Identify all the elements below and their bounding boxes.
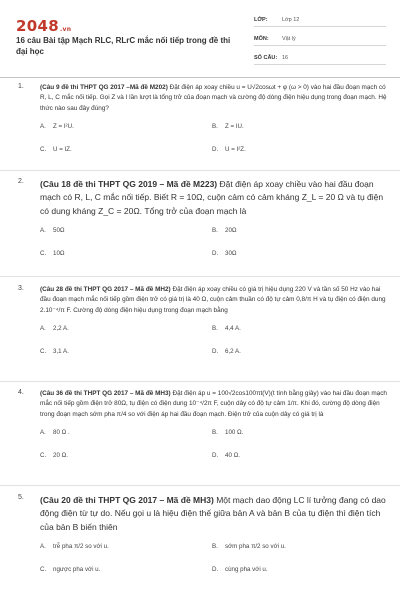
option-label: B.	[212, 324, 218, 332]
logo-suffix: .vn	[59, 26, 72, 33]
question-divider	[0, 485, 400, 486]
option-text: sớm pha π/2 so với u.	[225, 543, 286, 551]
question-source: (Câu 28 đề thi THPT QG 2017 – Mã đề MH2)	[40, 286, 171, 293]
question-divider	[0, 276, 400, 277]
answer-options	[40, 325, 390, 365]
logo-text: 2048	[16, 17, 59, 35]
question-number: 3.	[18, 285, 24, 292]
question-body: Đặt điện áp xoay chiều vào hai đầu đoạn mạch có R, L, C mắc nối tiếp. Biết R = 10Ω, cuộn cảm có cảm kháng Z_L = 20 Ω và tụ điện có dung kháng Z_C = 20Ω. Tổng trở của đoạn mạch là	[40, 179, 384, 216]
option-label: D.	[212, 566, 219, 574]
meta-label: MÔN:	[254, 36, 269, 42]
question-1	[18, 83, 390, 163]
option-text: 10Ω	[53, 250, 65, 258]
meta-value: Lớp 12	[282, 17, 300, 23]
meta-label: SỐ CÂU:	[254, 55, 278, 61]
question-number: 5.	[18, 494, 24, 501]
option-label: A.	[40, 324, 46, 332]
question-source: (Câu 36 đề thi THPT QG 2017 – Mã đề MH3)	[40, 390, 171, 397]
option-label: D.	[212, 145, 219, 153]
option-text: U = I²Z.	[225, 145, 246, 153]
question-body: Đặt điện áp xoay chiều có giá trị hiệu dụng 220 V và tần số 50 Hz vào hai đầu đoạn mạch mắc nối tiếp gồm điện trở có giá trị là 40 Ω, cuộn cảm thuần có độ tự cảm 0,8/π H và tụ điện có điện dung 2.10⁻⁴/π F. Cường độ dòng điện hiệu dụng trong đoạn mạch bằng	[40, 286, 386, 314]
question-source: (Câu 18 đề thi THPT QG 2019 – Mã đề M223)	[40, 179, 218, 189]
answer-options	[40, 543, 390, 583]
option-a[interactable]	[40, 325, 69, 332]
option-label: C.	[40, 250, 47, 258]
option-d[interactable]	[212, 566, 268, 573]
meta-row-count	[254, 50, 386, 65]
option-text: U = IZ.	[53, 145, 72, 153]
option-text: 4,4 A.	[225, 324, 241, 332]
question-body: Một mạch dao động LC lí tưởng đang có dao động điện từ tự do. Nếu gọi u là hiệu điện thế giữa bản A và bản B của tụ điện thì điện tích của bản B biến thiên	[40, 495, 386, 532]
option-text: 3,1 A.	[53, 347, 69, 355]
option-text: cùng pha với u.	[225, 566, 268, 574]
option-text: ngược pha với u.	[53, 566, 101, 574]
option-c[interactable]	[40, 566, 100, 573]
question-number: 2.	[18, 178, 24, 185]
question-text	[40, 389, 390, 420]
question-body: Đặt điện áp xoay chiều u = U√2cosωt + φ (ω > 0) vào hai đầu đoạn mạch có R, L, C mắc nối tiếp. Gọi Z và I lần lượt là tổng trở của đoạn mạch và cường độ dòng điện hiệu dụng trong đoạn mạch. Hệ thức nào sau đây đúng?	[40, 84, 387, 112]
option-text: 50Ω	[53, 227, 65, 235]
option-a[interactable]	[40, 123, 74, 130]
question-source: (Câu 20 đề thi THPT QG 2017 – Mã đề MH3)	[40, 495, 214, 505]
option-text: Z = I²U.	[53, 122, 74, 130]
option-text: Z = IU.	[225, 122, 244, 130]
option-label: D.	[212, 451, 219, 459]
question-text	[40, 178, 390, 218]
option-label: C.	[40, 145, 47, 153]
option-c[interactable]	[40, 452, 68, 459]
option-d[interactable]	[212, 348, 241, 355]
question-number: 1.	[18, 83, 24, 90]
meta-table	[254, 12, 386, 65]
option-label: B.	[212, 543, 218, 551]
option-text: 80 Ω .	[53, 428, 70, 436]
option-text: 100 Ω.	[225, 428, 244, 436]
document-header	[0, 0, 400, 68]
option-label: A.	[40, 543, 46, 551]
option-d[interactable]	[212, 452, 240, 459]
option-b[interactable]	[212, 543, 286, 550]
site-logo[interactable]	[16, 17, 71, 35]
question-body: Đặt điện áp u = 100√2cos100πt(V)(t tính bằng giây) vào hai đầu đoạn mạch mắc nối tiếp gồm điện trở 80Ω, tụ điện có điện dung 10⁻⁴/2π F, cuộn dây có độ tự cảm 1/π. Khi đó, cường độ dòng điện trong đoạn mạch sớm pha π/4 so với điện áp hai đầu đoạn mạch. Điện trở của cuộn dây có giá trị là	[40, 390, 387, 418]
option-label: D.	[212, 250, 219, 258]
option-c[interactable]	[40, 348, 69, 355]
header-divider	[0, 77, 400, 78]
option-text: 40 Ω.	[225, 451, 240, 459]
option-d[interactable]	[212, 250, 237, 257]
question-text	[40, 285, 390, 316]
option-text: trễ pha π/2 so với u.	[53, 543, 109, 551]
option-text: 2,2 A.	[53, 324, 69, 332]
option-a[interactable]	[40, 543, 109, 550]
option-a[interactable]	[40, 429, 70, 436]
option-b[interactable]	[212, 227, 237, 234]
meta-row-grade	[254, 12, 386, 27]
question-divider	[0, 170, 400, 171]
question-2	[18, 178, 390, 267]
option-text: 20Ω	[225, 227, 237, 235]
question-source: (Câu 9 đề thi THPT QG 2017 –Mã đề M202)	[40, 84, 168, 91]
question-4	[18, 389, 390, 469]
option-label: C.	[40, 566, 47, 574]
option-label: C.	[40, 451, 47, 459]
question-number: 4.	[18, 389, 24, 396]
meta-row-subject	[254, 31, 386, 46]
question-text	[40, 83, 390, 114]
option-label: A.	[40, 122, 46, 130]
option-label: B.	[212, 227, 218, 235]
option-label: A.	[40, 428, 46, 436]
meta-value: Vật lý	[282, 36, 296, 42]
question-text	[40, 494, 390, 534]
question-divider	[0, 381, 400, 382]
option-d[interactable]	[212, 146, 246, 153]
option-b[interactable]	[212, 123, 244, 130]
option-label: B.	[212, 428, 218, 436]
question-5	[18, 494, 390, 583]
option-b[interactable]	[212, 325, 241, 332]
option-label: B.	[212, 122, 218, 130]
option-label: A.	[40, 227, 46, 235]
option-label: C.	[40, 347, 47, 355]
option-text: 6,2 A.	[225, 347, 241, 355]
option-a[interactable]	[40, 227, 65, 234]
option-text: 20 Ω.	[53, 451, 68, 459]
option-b[interactable]	[212, 429, 243, 436]
answer-options	[40, 429, 390, 469]
page-title: 16 câu Bài tập Mạch RLC, RLrC mắc nối tiếp trong đề thi đại học	[16, 36, 231, 56]
option-text: 30Ω	[225, 250, 237, 258]
option-label: D.	[212, 347, 219, 355]
option-c[interactable]	[40, 250, 65, 257]
answer-options	[40, 227, 390, 267]
option-c[interactable]	[40, 146, 72, 153]
question-3	[18, 285, 390, 365]
meta-label: LỚP:	[254, 17, 268, 23]
answer-options	[40, 123, 390, 163]
meta-value: 16	[282, 55, 289, 61]
